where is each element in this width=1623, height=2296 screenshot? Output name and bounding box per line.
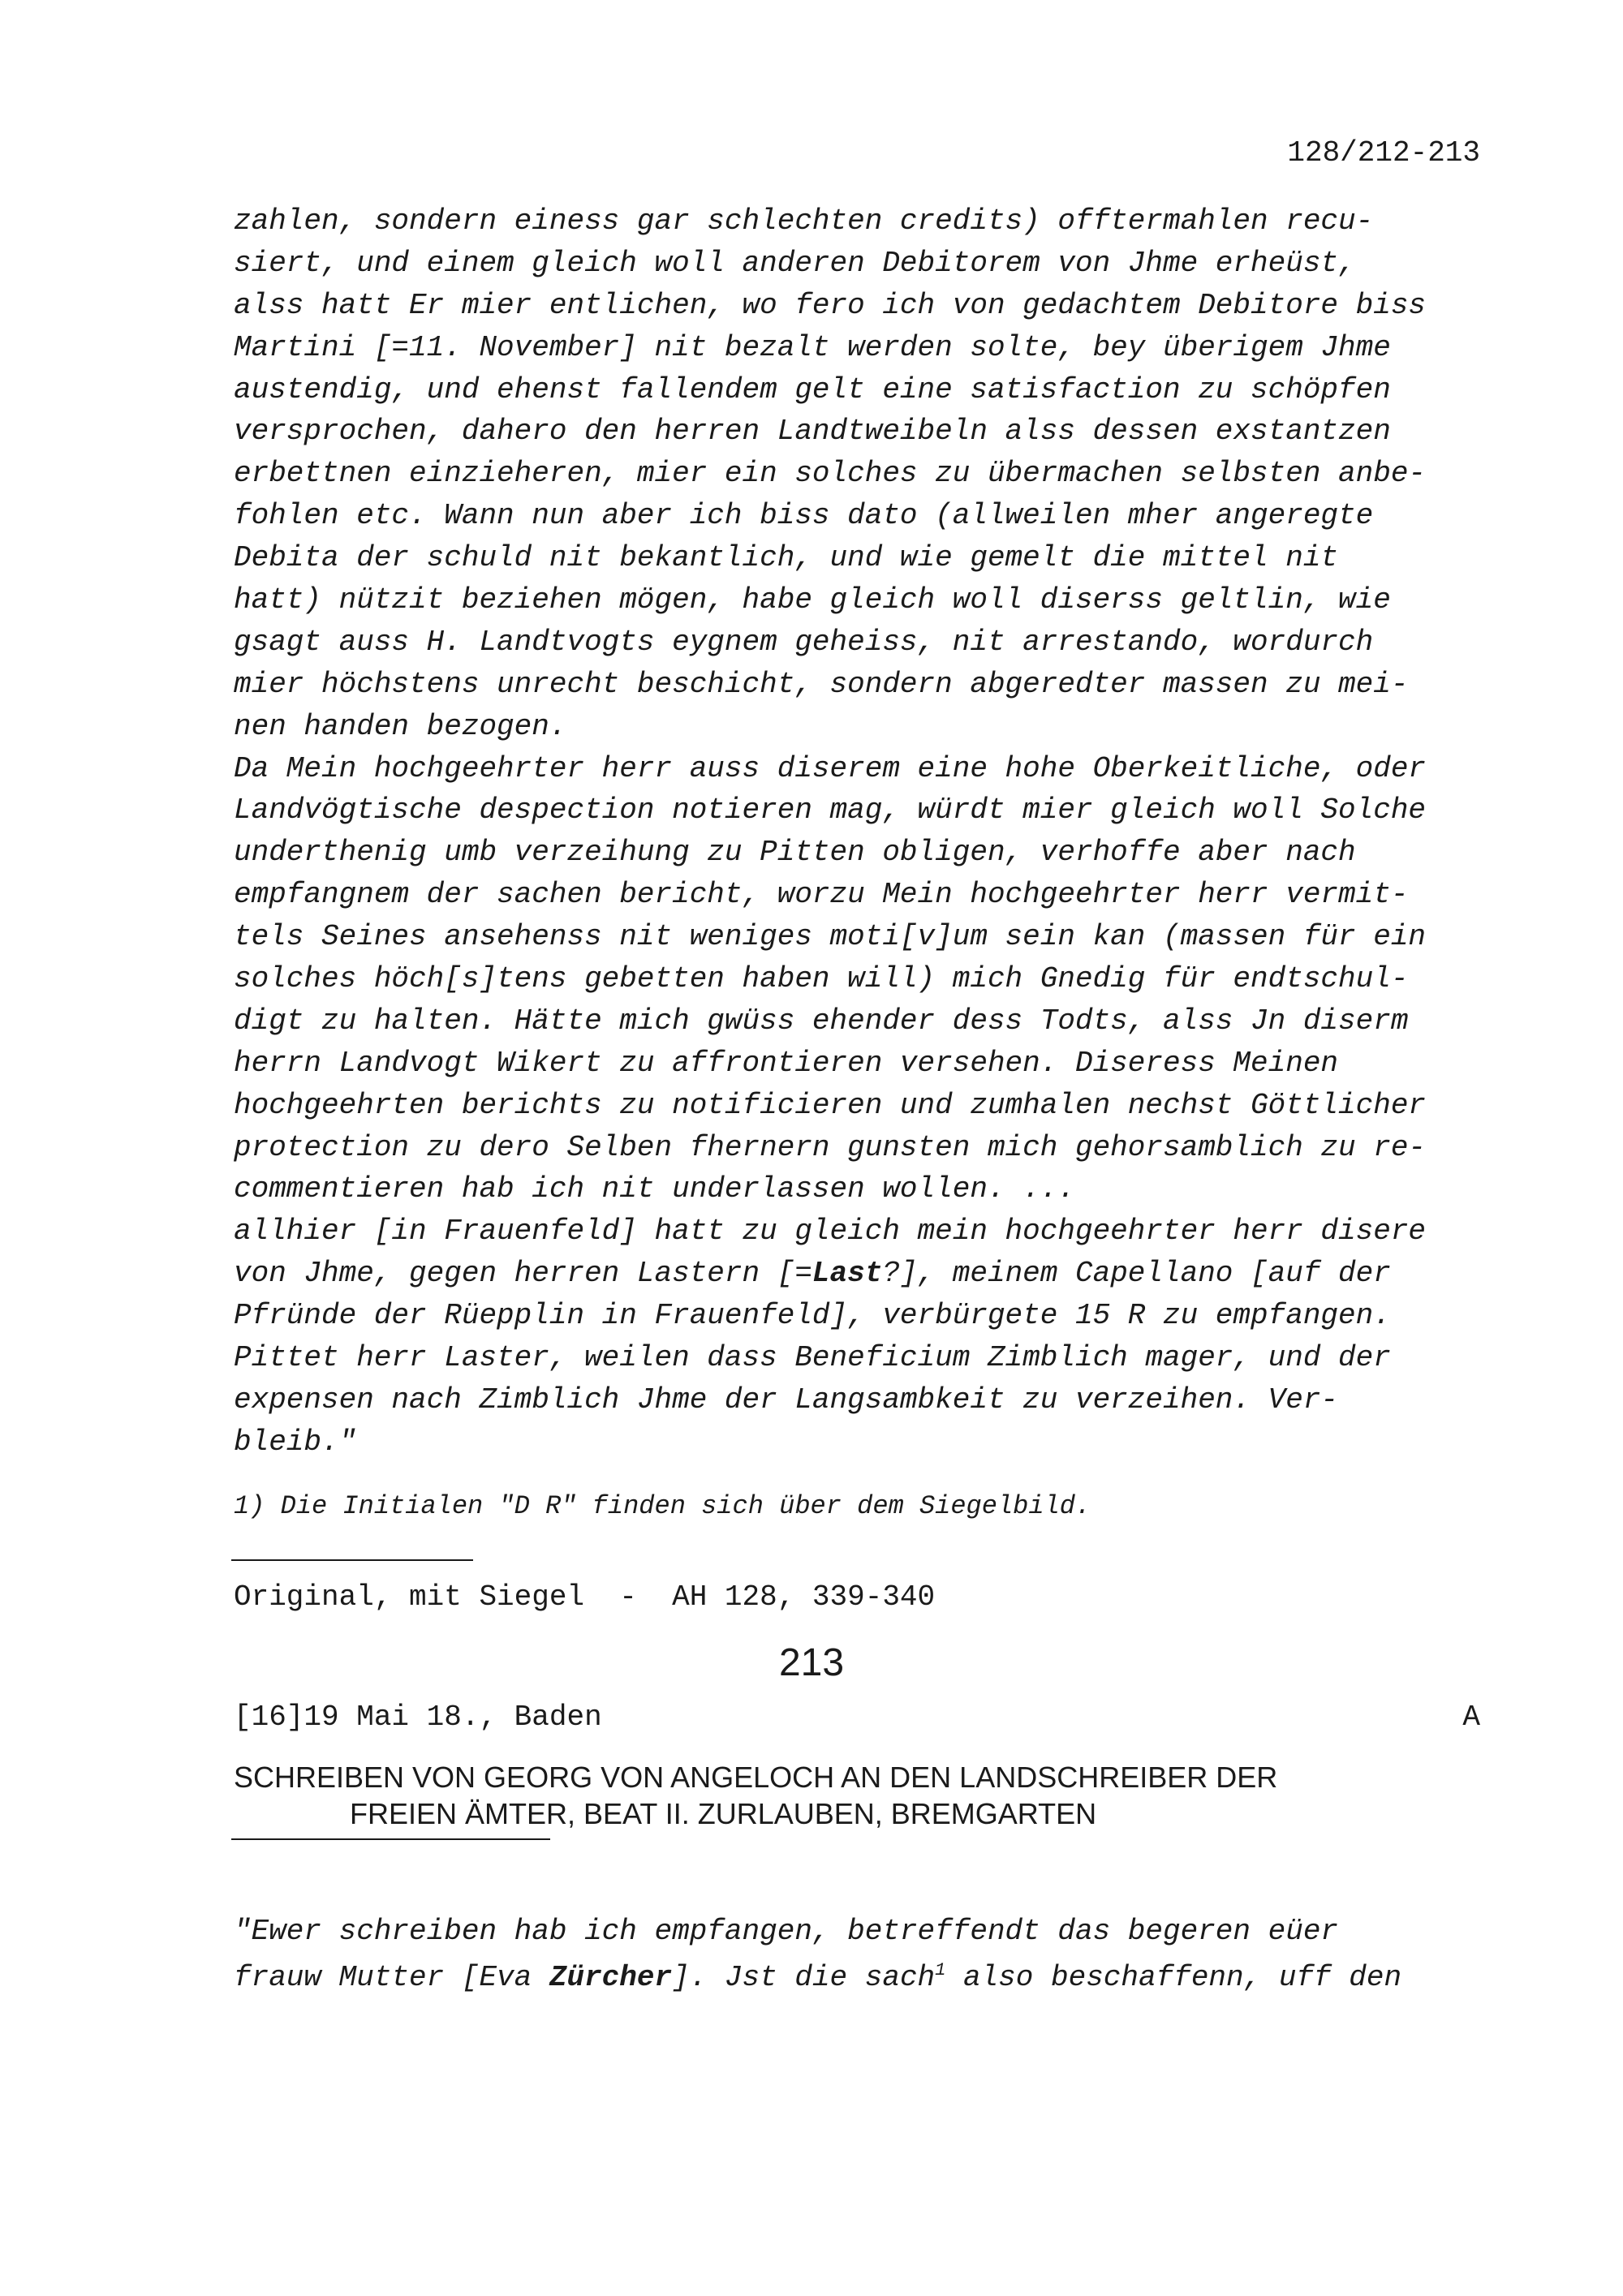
body-line: Landvögtische despection notieren mag, würdt mier gleich woll Solche — [234, 793, 1427, 828]
body-line: zahlen, sondern einess gar schlechten credits) offtermahlen recu- — [234, 204, 1374, 238]
body-line: expensen nach Zimblich Jhme der Langsambkeit zu verzeihen. Ver- — [234, 1382, 1339, 1417]
source-note: Original, mit Siegel - AH 128, 339-340 — [234, 1580, 936, 1614]
body-line: herrn Landvogt Wikert zu affrontieren versehen. Diseress Meinen — [234, 1046, 1339, 1080]
text-run: ]. Jst die sach — [672, 1961, 936, 1994]
text-run: also beschaffenn, uff den — [945, 1961, 1402, 1994]
body-line: alss hatt Er mier entlichen, wo fero ich von gedachtem Debitore biss — [234, 288, 1427, 322]
quote-line: "Ewer schreiben hab ich empfangen, betreffendt das begeren eüer — [234, 1915, 1339, 1948]
body-line: commentieren hab ich nit underlassen wollen. ... — [234, 1172, 1075, 1206]
body-line: Martini [=11. November] nit bezalt werden solte, bey überigem Jhme — [234, 330, 1391, 364]
body-line: digt zu halten. Hätte mich gwüss ehender dess Todts, alss Jn diserm — [234, 1004, 1409, 1038]
body-line: allhier [in Frauenfeld] hatt zu gleich mein hochgeehrter herr disere — [234, 1215, 1427, 1249]
divider — [231, 1559, 473, 1561]
body-line: empfangnem der sachen bericht, worzu Mein hochgeehrter herr vermit- — [234, 878, 1409, 912]
text-run: frauw Mutter [Eva — [234, 1961, 549, 1994]
document-number: 213 — [778, 1641, 845, 1684]
body-line: tels Seines ansehenss nit weniges moti[v]um sein kan (massen für ein — [234, 920, 1427, 954]
document-date-place: [16]19 Mai 18., Baden — [234, 1701, 602, 1734]
body-line: erbettnen einzieheren, mier ein solches zu übermachen selbsten anbe- — [234, 457, 1427, 491]
body-line: Da Mein hochgeehrter herr auss diserem eine hohe Oberkeitliche, oder — [234, 751, 1427, 785]
body-line: Pfründe der Rüepplin in Frauenfeld], verbürgete 15 R zu empfangen. — [234, 1299, 1391, 1333]
page-reference: 128/212-213 — [1287, 136, 1480, 170]
text-run: von Jhme, gegen herren Lastern [= — [234, 1257, 812, 1291]
body-line: nen handen bezogen. — [234, 709, 567, 743]
body-line: Pittet herr Laster, weilen dass Beneficium Zimblich mager, und der — [234, 1341, 1391, 1375]
body-line: versprochen, dahero den herren Landtweibeln alss dessen exstantzen — [234, 415, 1391, 449]
letter-body — [234, 200, 1426, 1464]
bold-name-last: Last — [812, 1257, 883, 1291]
body-line: hochgeehrten berichts zu notificieren und zumhalen nechst Göttlicher — [234, 1088, 1427, 1122]
body-line: fohlen etc. Wann nun aber ich biss dato (allweilen mher angeregte — [234, 499, 1374, 533]
body-line: mier höchstens unrecht beschicht, sondern abgeredter massen zu mei- — [234, 667, 1409, 701]
heading-line: FREIEN ÄMTER, BEAT II. ZURLAUBEN, BREMGARTEN — [350, 1797, 1097, 1830]
body-line: bleib." — [234, 1425, 357, 1459]
body-line — [234, 1253, 1426, 1295]
body-line: hatt) nützit beziehen mögen, habe gleich woll diserss geltlin, wie — [234, 583, 1391, 617]
bold-name-zuercher: Zürcher — [549, 1961, 673, 1994]
footnote-marker: 1 — [935, 1960, 946, 1980]
heading-line: SCHREIBEN VON GEORG VON ANGELOCH AN DEN LANDSCHREIBER DER — [234, 1761, 1278, 1794]
body-line: gsagt auss H. Landtvogts eygnem geheiss, nit arrestando, wordurch — [234, 625, 1374, 659]
quote-block — [234, 1908, 1401, 2001]
document-heading — [234, 1759, 1277, 1832]
body-line: solches höch[s]tens gebetten haben will) mich Gnedig für endtschul- — [234, 962, 1409, 996]
body-line: protection zu dero Selben fhernern gunsten mich gehorsamblich zu re- — [234, 1130, 1427, 1164]
document-marker: A — [1462, 1701, 1480, 1734]
text-run: ?], meinem Capellano [auf der — [882, 1257, 1391, 1291]
quote-line — [234, 1954, 1401, 2001]
body-line: siert, und einem gleich woll anderen Debitorem von Jhme erheüst, — [234, 246, 1356, 280]
divider — [231, 1838, 550, 1840]
body-line: austendig, und ehenst fallendem gelt eine satisfaction zu schöpfen — [234, 372, 1391, 406]
body-line: Debita der schuld nit bekantlich, und wie gemelt die mittel nit — [234, 541, 1339, 575]
body-line: underthenig umb verzeihung zu Pitten obligen, verhoffe aber nach — [234, 836, 1356, 870]
footnote: 1) Die Initialen "D R" finden sich über dem Siegelbild. — [234, 1491, 1091, 1521]
